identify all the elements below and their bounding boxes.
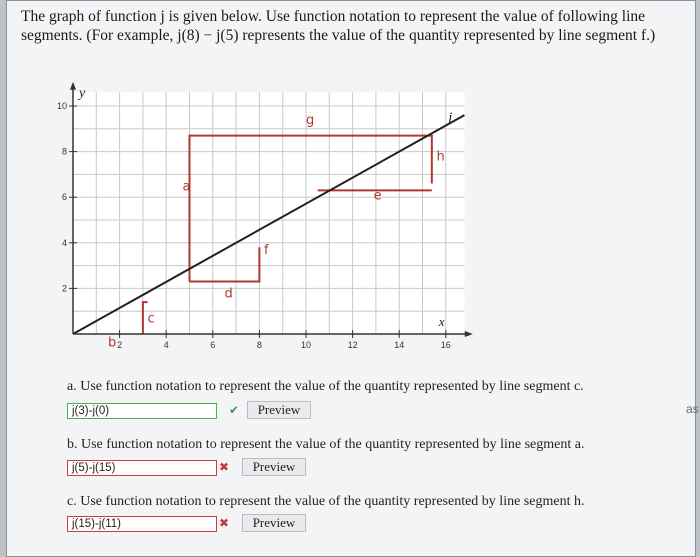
- preview-c-button[interactable]: Preview: [242, 514, 306, 532]
- segment-label-a: a: [182, 179, 191, 195]
- x-tick-label: 14: [394, 340, 405, 350]
- y-axis-label: y: [79, 85, 86, 101]
- segment-label-f: f: [264, 243, 269, 259]
- answer-c-input[interactable]: j(15)-j(11): [67, 516, 217, 532]
- x-arrow-icon: [465, 331, 473, 337]
- question-c-text: c. Use function notation to represent the value of the quantity represented by line segment h.: [67, 494, 585, 509]
- answer-a-input[interactable]: j(3)-j(0): [67, 403, 217, 419]
- preview-a-button[interactable]: Preview: [247, 401, 311, 419]
- x-tick-label: 12: [347, 340, 358, 350]
- question-a-text: a. Use function notation to represent the value of the quantity represented by line segment c.: [67, 379, 584, 394]
- segment-label-c: c: [147, 311, 155, 327]
- edge-text: as: [686, 402, 699, 416]
- segment-label-d: d: [224, 286, 233, 302]
- x-tick-label: 16: [440, 340, 451, 350]
- x-tick-label: 10: [300, 340, 312, 350]
- x-axis-label: x: [438, 314, 445, 329]
- y-tick-label: 4: [61, 237, 67, 248]
- x-tick-label: 2: [117, 340, 123, 350]
- x-tick-label: 8: [256, 340, 262, 350]
- y-tick-label: 8: [61, 146, 67, 157]
- check-icon: ✔: [229, 403, 240, 417]
- cross-icon: ✖: [219, 516, 230, 530]
- graph-grid: [73, 92, 464, 334]
- segment-label-b: b: [107, 335, 117, 351]
- question-prompt: The graph of function j is given below. Use function notation to represent the value of following line segments. (For example, j(8) − j(5) represents the value of the quantity represented by line segment f.): [21, 8, 656, 44]
- y-tick-label: 6: [61, 192, 67, 203]
- preview-b-button[interactable]: Preview: [242, 458, 306, 476]
- function-label: j: [448, 109, 453, 126]
- function-graph: [43, 81, 453, 353]
- cross-icon: ✖: [219, 460, 230, 474]
- answer-b-input[interactable]: j(5)-j(15): [67, 460, 217, 476]
- x-tick-label: 6: [210, 340, 216, 350]
- segment-label-e: e: [373, 188, 382, 204]
- question-panel: [6, 0, 696, 557]
- question-b-text: b. Use function notation to represent the value of the quantity represented by line segment a.: [67, 437, 585, 452]
- segment-label-g: g: [306, 113, 315, 129]
- y-tick-label: 10: [56, 101, 67, 111]
- x-tick-label: 4: [163, 340, 169, 350]
- y-tick-label: 2: [61, 283, 67, 294]
- segment-label-h: h: [436, 149, 445, 165]
- y-arrow-icon: [70, 82, 76, 90]
